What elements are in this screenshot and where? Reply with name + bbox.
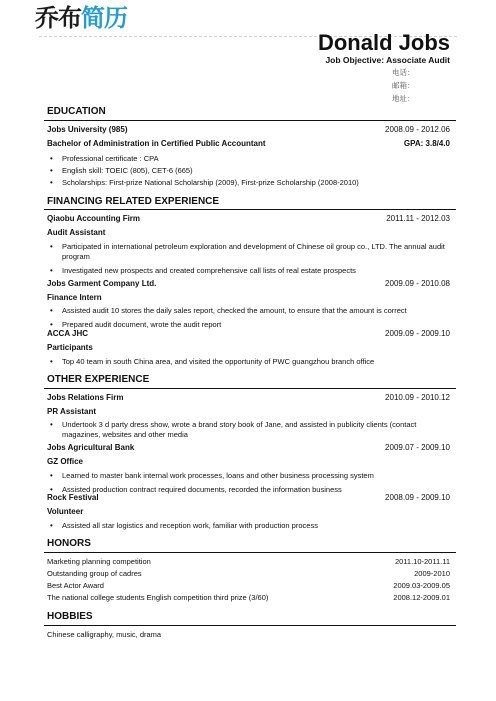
- contact-address-label: 地址：: [392, 94, 415, 103]
- honor-date: 2011.10-2011.11: [394, 557, 450, 566]
- experience-org: ACCA JHC: [47, 329, 89, 338]
- experience-role: GZ Office: [47, 457, 84, 466]
- experience-dates: 2010.09 - 2010.12: [385, 393, 450, 402]
- candidate-name: Donald Jobs: [317, 30, 450, 55]
- honor-date: 2008.12-2009.01: [393, 593, 450, 602]
- honor-name: Marketing planning competition: [47, 557, 151, 566]
- honor-name: Best Actor Award: [47, 581, 104, 590]
- experience-header-row: [47, 493, 450, 502]
- bullet-item: • Scholarships: First-prize National Scholarship (2009), First-prize Scholarship (2008-2010): [50, 178, 359, 187]
- experience-header-row: [47, 329, 450, 338]
- bullet-item: • Top 40 team in south China area, and visited the opportunity of PWC guangzhou branch office: [50, 357, 375, 366]
- experience-org: Rock Festival: [47, 493, 99, 502]
- experience-dates: 2009.09 - 2010.08: [385, 279, 450, 288]
- honor-date: 2009.03-2009.05: [393, 581, 450, 590]
- section-title-education: EDUCATION: [47, 106, 106, 117]
- section-rule: [44, 209, 456, 210]
- bullet-item: • Assisted audit 10 stores the daily sales report, checked the amount, to ensure that the amount is correct: [50, 306, 407, 315]
- logo-text-part1: 乔布: [35, 4, 81, 32]
- education-degree: Bachelor of Administration in Certified Public Accountant: [47, 139, 266, 148]
- honor-date: 2009-2010: [414, 569, 450, 578]
- experience-header-row: [47, 443, 450, 452]
- bullet-item: • Professional certificate : CPA: [50, 154, 159, 163]
- education-dates: 2008.09 - 2012.06: [385, 125, 450, 134]
- experience-org: Jobs Agricultural Bank: [47, 443, 135, 452]
- experience-dates: 2008.09 - 2009.10: [385, 493, 450, 502]
- experience-org: Jobs Garment Company Ltd.: [47, 279, 157, 288]
- section-rule: [44, 388, 456, 389]
- bullet-item: • Undertook 3 d party dress show, wrote a brand story book of Jane, and assisted in publicity clients (contact magazines, websites and other media: [50, 420, 417, 439]
- bullet-dot-icon: •: [50, 178, 53, 187]
- education-school-row: [47, 125, 450, 134]
- section-rule: [44, 120, 456, 121]
- experience-header-row: [47, 214, 450, 223]
- education-gpa: GPA: 3.8/4.0: [403, 139, 450, 148]
- experience-role: Finance Intern: [47, 293, 102, 302]
- section-title-financing: FINANCING RELATED EXPERIENCE: [47, 196, 220, 207]
- bullet-item: • Assisted production contract required documents, recorded the information business: [50, 485, 342, 494]
- section-title-other: OTHER EXPERIENCE: [47, 374, 150, 385]
- bullet-item: • Investigated new prospects and created comprehensive call lists of real estate prospects: [50, 266, 356, 275]
- experience-role: Participants: [47, 343, 93, 352]
- contact-email-label: 邮箱：: [392, 81, 415, 90]
- bullet-dot-icon: •: [50, 420, 53, 429]
- brand-logo: [35, 3, 127, 33]
- experience-role: PR Assistant: [47, 407, 97, 416]
- honor-name: Outstanding group of cadres: [47, 569, 142, 578]
- bullet-dot-icon: •: [50, 266, 53, 275]
- bullet-item: • Participated in international petroleum exploration and development of Chinese oil group co., LTD. The annual audit program: [50, 242, 445, 261]
- experience-dates: 2009.07 - 2009.10: [385, 443, 450, 452]
- bullet-item: • Learned to master bank internal work processes, loans and other business processing system: [50, 471, 374, 480]
- experience-header-row: [47, 279, 450, 288]
- honor-row: [47, 557, 450, 566]
- experience-org: Qiaobu Accounting Firm: [47, 214, 141, 223]
- contact-phone-label: 电话：: [392, 68, 415, 77]
- hobbies-text: Chinese calligraphy, music, drama: [47, 630, 162, 639]
- education-school: Jobs University (985): [47, 125, 128, 134]
- section-rule: [44, 625, 456, 626]
- bullet-dot-icon: •: [50, 521, 53, 530]
- honor-row: [47, 569, 450, 578]
- experience-header-row: [47, 393, 450, 402]
- bullet-dot-icon: •: [50, 485, 53, 494]
- honor-row: [47, 593, 450, 602]
- bullet-dot-icon: •: [50, 357, 53, 366]
- section-title-honors: HONORS: [47, 538, 91, 549]
- logo-text-part2: 简历: [81, 4, 127, 32]
- bullet-item: • Prepared audit document, wrote the audit report: [50, 320, 222, 329]
- bullet-dot-icon: •: [50, 320, 53, 329]
- bullet-dot-icon: •: [50, 306, 53, 315]
- bullet-item: • Assisted all star logistics and reception work, familiar with production process: [50, 521, 318, 530]
- section-title-hobbies: HOBBIES: [47, 611, 93, 622]
- bullet-dot-icon: •: [50, 154, 53, 163]
- honor-row: [47, 581, 450, 590]
- experience-dates: 2009.09 - 2009.10: [385, 329, 450, 338]
- bullet-dot-icon: •: [50, 166, 53, 175]
- section-rule: [44, 552, 456, 553]
- experience-org: Jobs Relations Firm: [47, 393, 124, 402]
- education-degree-row: [47, 139, 450, 148]
- bullet-item: • English skill: TOEIC (805), CET-6 (665): [50, 166, 193, 175]
- bullet-dot-icon: •: [50, 242, 53, 251]
- experience-dates: 2011.11 - 2012.03: [386, 214, 450, 223]
- experience-role: Volunteer: [47, 507, 84, 516]
- experience-role: Audit Assistant: [47, 228, 106, 237]
- bullet-dot-icon: •: [50, 471, 53, 480]
- honor-name: The national college students English competition third prize (3/60): [47, 593, 269, 602]
- job-objective: Job Objective: Associate Audit: [325, 55, 450, 65]
